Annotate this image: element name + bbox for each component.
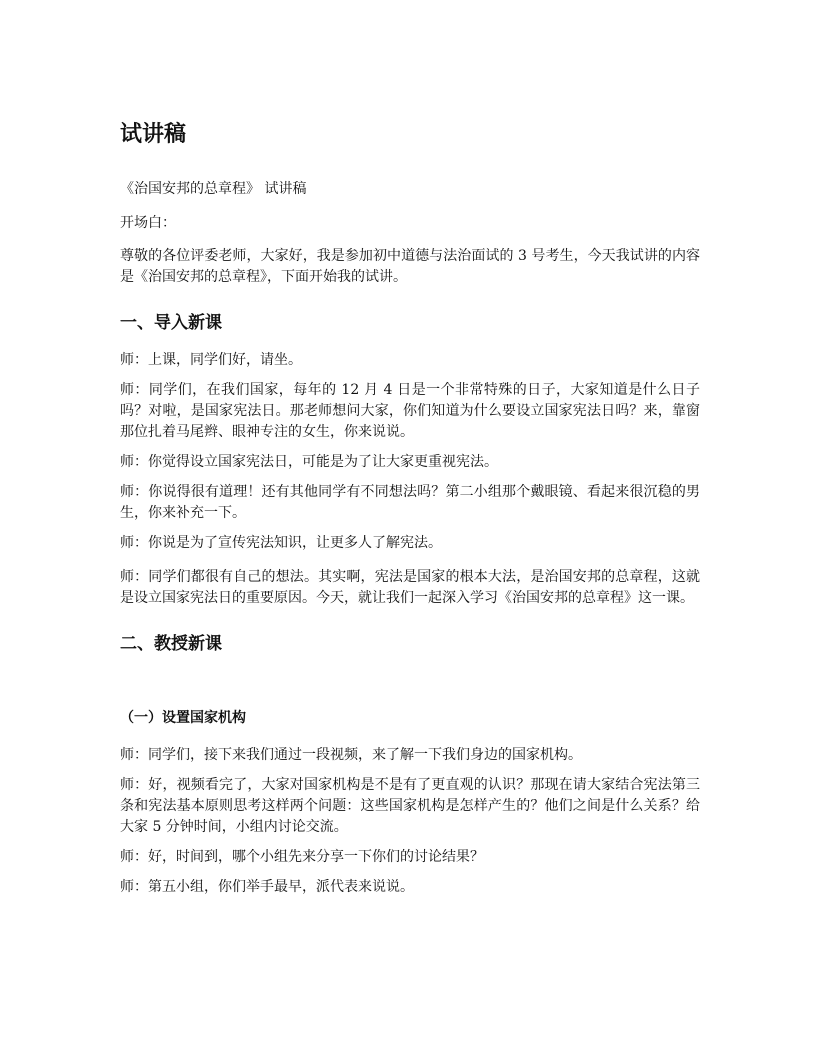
document-page [120, 118, 700, 907]
document-title: 试讲稿 [120, 122, 187, 147]
intro-paragraph-3: 师：你觉得设立国家宪法日，可能是为了让大家更重视宪法。 [120, 454, 498, 470]
document-subtitle: 《治国安邦的总章程》 试讲稿 [120, 181, 307, 197]
intro-paragraph-6: 师：同学们都很有自己的想法。其实啊，宪法是国家的根本大法，是治国安邦的总章程，这就是设立国家宪法日的重要原因。今天，就让我们一起深入学习《治国安邦的总章程》这一课。 [120, 569, 700, 606]
intro-paragraph-2: 师：同学们，在我们国家，每年的 12 月 4 日是一个非常特殊的日子，大家知道是什么日子吗？对啦，是国家宪法日。那老师想问大家，你们知道为什么要设立国家宪法日吗？来，靠窗那位扎着马尾辫、眼神专注的女生，你来说说。 [120, 382, 700, 440]
section-heading-teaching: 二、教授新课 [120, 634, 222, 654]
teaching-paragraph-4: 师：第五小组，你们举手最早，派代表来说说。 [120, 879, 414, 895]
teaching-paragraph-2: 师：好，视频看完了，大家对国家机构是不是有了更直观的认识？那现在请大家结合宪法第三条和宪法基本原则思考这样两个问题：这些国家机构是怎样产生的？他们之间是什么关系？给大家 5 分钟时间，小组内讨论交流。 [120, 777, 700, 835]
teaching-paragraph-3: 师：好，时间到，哪个小组先来分享一下你们的讨论结果？ [120, 849, 484, 865]
opening-paragraph: 尊敬的各位评委老师，大家好，我是参加初中道德与法治面试的 3 号考生，今天我试讲的内容是《治国安邦的总章程》，下面开始我的试讲。 [120, 248, 700, 285]
intro-paragraph-4: 师：你说得很有道理！还有其他同学有不同想法吗？第二小组那个戴眼镜、看起来很沉稳的男生，你来补充一下。 [120, 484, 700, 521]
opening-label: 开场白： [120, 215, 176, 231]
intro-paragraph-1: 师：上课，同学们好，请坐。 [120, 352, 302, 368]
subsection-heading-institutions: （一）设置国家机构 [120, 710, 246, 726]
section-heading-intro: 一、导入新课 [120, 313, 222, 333]
teaching-paragraph-1: 师：同学们，接下来我们通过一段视频，来了解一下我们身边的国家机构。 [120, 747, 582, 763]
intro-paragraph-5: 师：你说是为了宣传宪法知识，让更多人了解宪法。 [120, 535, 442, 551]
